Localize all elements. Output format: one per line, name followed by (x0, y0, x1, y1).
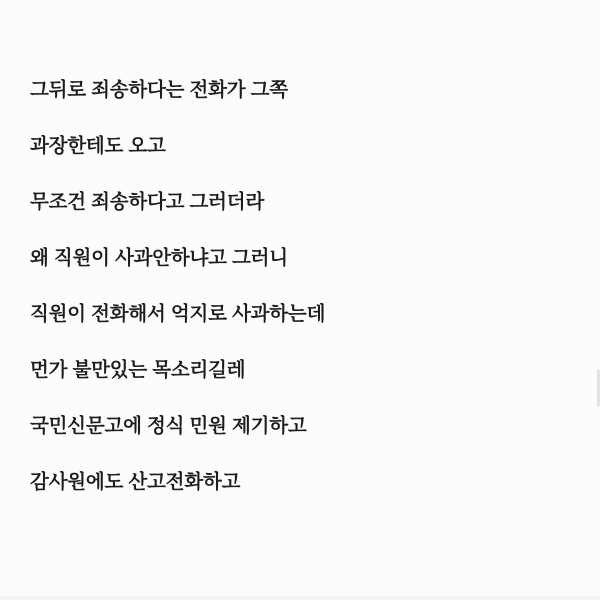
text-line: 먼가 불만있는 목소리길레 (30, 359, 246, 381)
text-line: 직원이 전화해서 억지로 사과하는데 (30, 303, 326, 325)
text-line: 그뒤로 죄송하다는 전화가 그쪽 (30, 79, 288, 101)
text-body (30, 78, 576, 494)
text-line: 왜 직원이 사과안하냐고 그러니 (30, 247, 288, 269)
text-line: 감사원에도 산고전화하고 (30, 471, 241, 493)
text-line: 국민신문고에 정식 민원 제기하고 (30, 415, 307, 437)
text-line: 과장한테도 오고 (30, 135, 166, 157)
bottom-edge-artifact (0, 596, 600, 600)
text-line: 무조건 죄송하다고 그러더라 (30, 191, 265, 213)
